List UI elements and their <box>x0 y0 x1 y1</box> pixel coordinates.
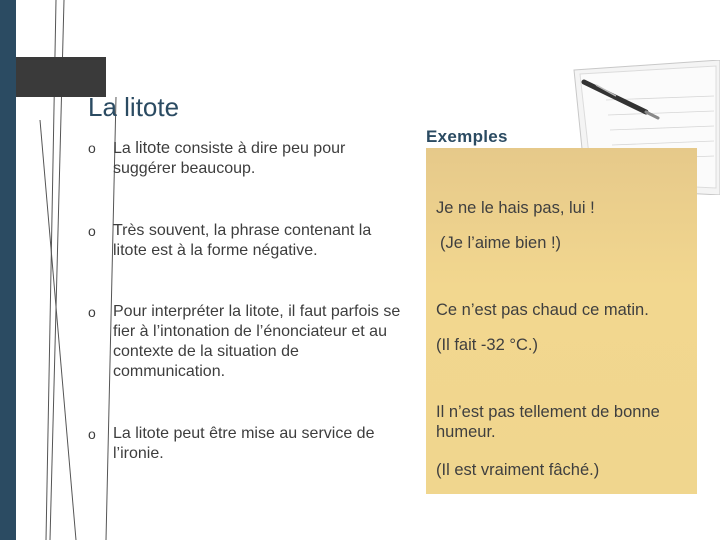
example-meaning: (Il est vraiment fâché.) <box>436 461 600 479</box>
bullet-marker: o <box>88 140 96 156</box>
bullet-marker: o <box>88 223 96 239</box>
bullet-marker: o <box>88 304 96 320</box>
example-sentence: Ce n’est pas chaud ce matin. <box>436 301 649 319</box>
bullet-item: o Très souvent, la phrase contenant la litote est à la forme négative. <box>88 222 372 259</box>
example-sentence: Je ne le hais pas, lui ! <box>436 199 595 217</box>
bullet-item: o La litote peut être mise au service de l’ironie. <box>88 425 375 462</box>
slide-title: La litote <box>88 92 180 122</box>
example-sentence: Il n’est pas tellement de bonne humeur. <box>436 403 660 441</box>
bullet-item: o La litote consiste à dire peu pour suggérer beaucoup. <box>88 139 346 177</box>
bullet-marker: o <box>88 426 96 442</box>
example-meaning: (Il fait -32 °C.) <box>436 336 538 354</box>
examples-heading: Exemples <box>426 127 508 146</box>
left-accent-bar <box>0 0 16 540</box>
title-tab <box>16 57 106 97</box>
bullet-item: o Pour interpréter la litote, il faut parfois se fier à l’intonation de l’énonciateur et au contexte de la situation de communication. <box>88 303 401 380</box>
example-meaning: (Je l’aime bien !) <box>440 234 562 252</box>
